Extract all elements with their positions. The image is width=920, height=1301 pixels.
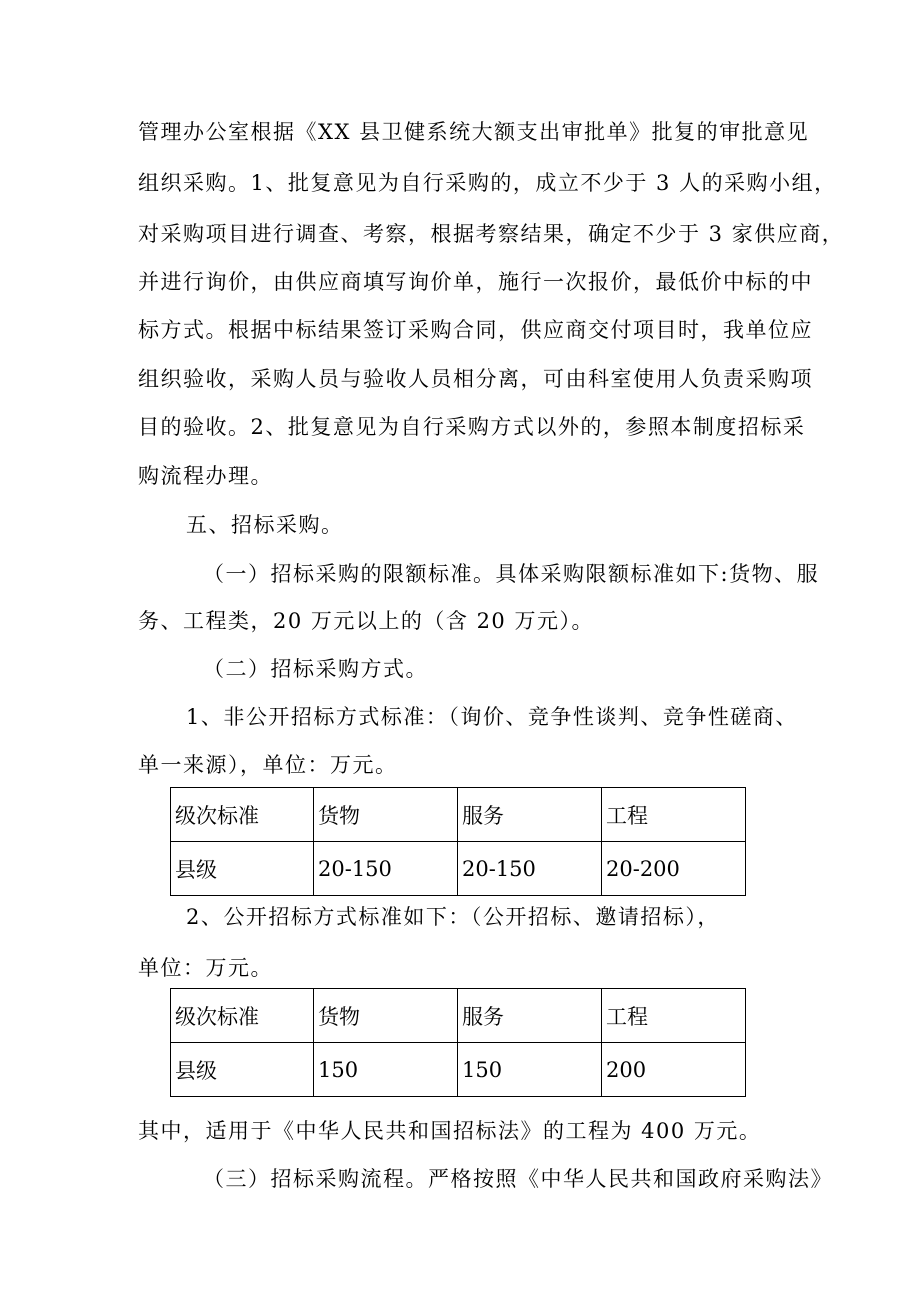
paragraph-line: 其中，适用于《中华人民共和国招标法》的工程为 400 万元。 <box>138 1119 762 1143</box>
paragraph-line: 管理办公室根据《XX 县卫健系统大额支出审批单》批复的审批意见 <box>138 120 810 144</box>
paragraph-line: 购流程办理。 <box>138 464 273 488</box>
paragraph-line: 单一来源），单位：万元。 <box>138 753 398 777</box>
table-cell: 县级 <box>171 1043 314 1097</box>
table-row <box>171 1043 746 1097</box>
table-cell: 20-150 <box>458 842 602 896</box>
table-cell: 县级 <box>171 842 314 896</box>
table-header-row <box>171 989 746 1043</box>
table-cell: 20-150 <box>314 842 458 896</box>
section-heading: 五、招标采购。 <box>186 513 344 537</box>
table-cell: 货物 <box>314 788 458 842</box>
table-cell: 服务 <box>458 989 602 1043</box>
table-cell: 工程 <box>602 989 746 1043</box>
paragraph-line: 并进行询价，由供应商填写询价单，施行一次报价，最低价中标的中 <box>138 270 813 294</box>
table-cell: 货物 <box>314 989 458 1043</box>
paragraph-line: 单位：万元。 <box>138 956 273 980</box>
paragraph-line: 2、公开招标方式标准如下：（公开招标、邀请招标）， <box>186 905 720 929</box>
open-tender-table <box>170 988 746 1097</box>
paragraph-line: 组织验收，采购人员与验收人员相分离，可由科室使用人负责采购项 <box>138 367 813 391</box>
paragraph-line: 目的验收。2、批复意见为自行采购方式以外的，参照本制度招标采 <box>138 415 806 439</box>
paragraph-line: 组织采购。1、批复意见为自行采购的，成立不少于 3 人的采购小组， <box>138 171 837 195</box>
paragraph-line: （三）招标采购流程。严格按照《中华人民共和国政府采购法》 <box>203 1167 833 1191</box>
subsection-heading: （二）招标采购方式。 <box>203 657 428 681</box>
paragraph-line: 1、非公开招标方式标准：（询价、竞争性谈判、竞争性磋商、 <box>186 705 798 729</box>
table-cell: 服务 <box>458 788 602 842</box>
paragraph-line: 对采购项目进行调查、考察，根据考察结果，确定不少于 3 家供应商， <box>138 222 845 246</box>
table-cell: 150 <box>314 1043 458 1097</box>
table-cell: 150 <box>458 1043 602 1097</box>
paragraph-line: （一）招标采购的限额标准。具体采购限额标准如下:货物、服 <box>203 562 820 586</box>
table-cell: 级次标准 <box>171 989 314 1043</box>
table-row <box>171 842 746 896</box>
paragraph-line: 务、工程类，20 万元以上的（含 20 万元）。 <box>138 609 594 633</box>
table-cell: 级次标准 <box>171 788 314 842</box>
paragraph-line: 标方式。根据中标结果签订采购合同，供应商交付项目时，我单位应 <box>138 318 813 342</box>
non-open-tender-table <box>170 787 746 896</box>
table-cell: 工程 <box>602 788 746 842</box>
table-cell: 20-200 <box>602 842 746 896</box>
table-header-row <box>171 788 746 842</box>
table-cell: 200 <box>602 1043 746 1097</box>
